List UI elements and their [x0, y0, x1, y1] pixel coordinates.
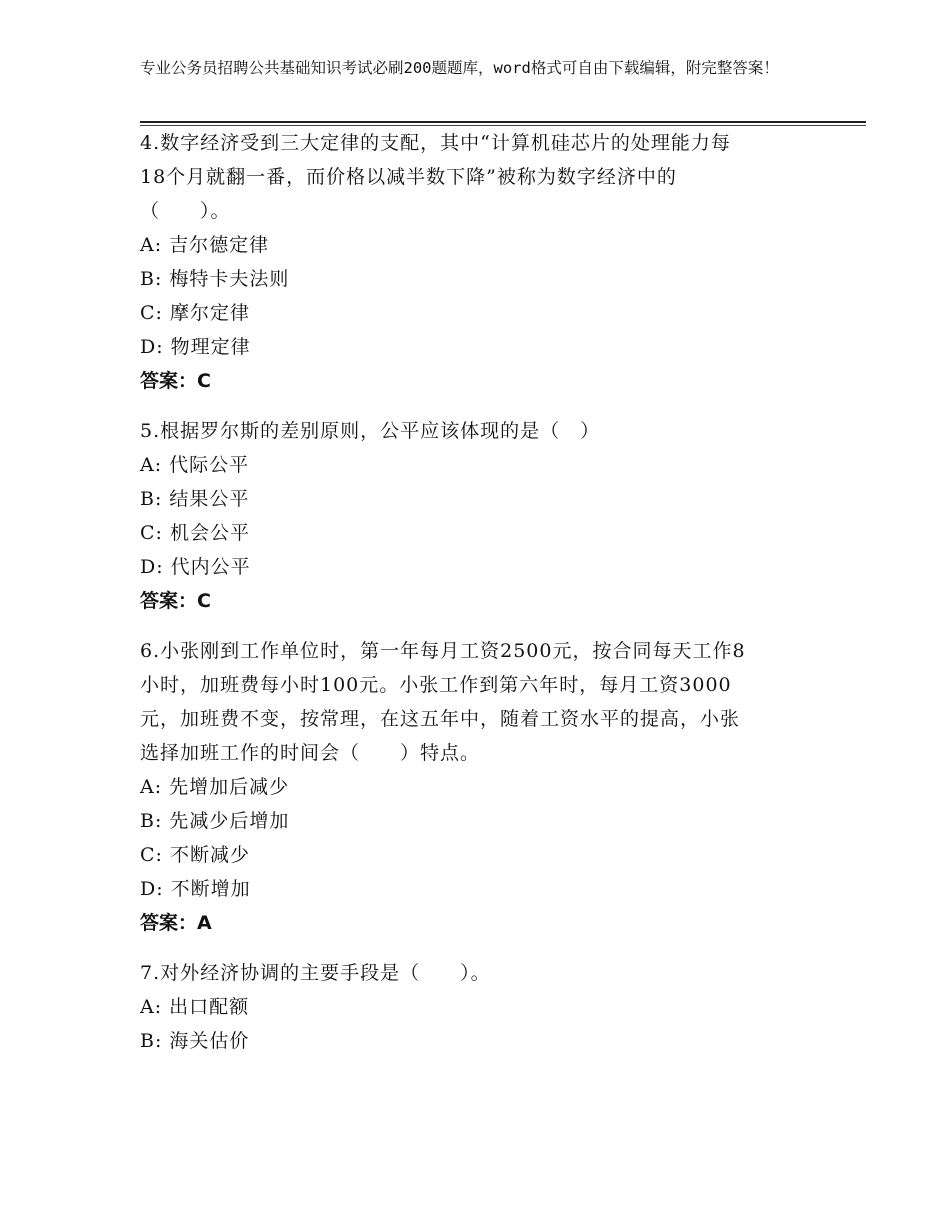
option-b: B: 梅特卡夫法则	[140, 268, 290, 290]
question-stem-line: 元，加班费不变，按常理，在这五年中，随着工资水平的提高，小张	[140, 708, 741, 730]
option-b: B: 结果公平	[140, 488, 250, 510]
question-stem-line: 小时，加班费每小时100元。小张工作到第六年时，每月工资3000	[140, 674, 732, 696]
answer-line: 答案：C	[140, 370, 211, 392]
question-7	[140, 956, 800, 1058]
option-a: A: 先增加后减少	[140, 776, 290, 798]
option-a: A: 出口配额	[140, 996, 250, 1018]
option-d: D: 不断增加	[140, 878, 251, 900]
answer-line: 答案：A	[140, 912, 212, 934]
option-a: A: 吉尔德定律	[140, 234, 270, 256]
question-stem-line: 18个月就翻一番，而价格以减半数下降”被称为数字经济中的	[140, 166, 677, 188]
header-divider-thick	[140, 121, 866, 123]
option-a: A: 代际公平	[140, 454, 250, 476]
question-4	[140, 126, 800, 398]
question-list	[140, 126, 800, 1074]
question-5	[140, 414, 800, 618]
option-b: B: 海关估价	[140, 1030, 250, 1052]
question-stem-line: （ ）。	[140, 200, 231, 222]
question-6	[140, 634, 800, 940]
option-c: C: 不断减少	[140, 844, 250, 866]
option-d: D: 代内公平	[140, 556, 251, 578]
option-c: C: 机会公平	[140, 522, 250, 544]
option-d: D: 物理定律	[140, 336, 251, 358]
answer-line: 答案：C	[140, 590, 211, 612]
option-c: C: 摩尔定律	[140, 302, 250, 324]
document-header: 专业公务员招聘公共基础知识考试必刷200题题库，word格式可自由下载编辑，附完整答案！	[140, 59, 779, 77]
question-stem-line: 7.对外经济协调的主要手段是（ ）。	[140, 962, 491, 984]
question-stem-line: 5.根据罗尔斯的差别原则，公平应该体现的是（ ）	[140, 420, 601, 442]
option-b: B: 先减少后增加	[140, 810, 290, 832]
question-stem-line: 6.小张刚到工作单位时，第一年每月工资2500元，按合同每天工作8	[140, 640, 746, 662]
question-stem-line: 选择加班工作的时间会（ ）特点。	[140, 742, 481, 764]
question-stem-line: 4.数字经济受到三大定律的支配，其中“计算机硅芯片的处理能力每	[140, 132, 731, 154]
